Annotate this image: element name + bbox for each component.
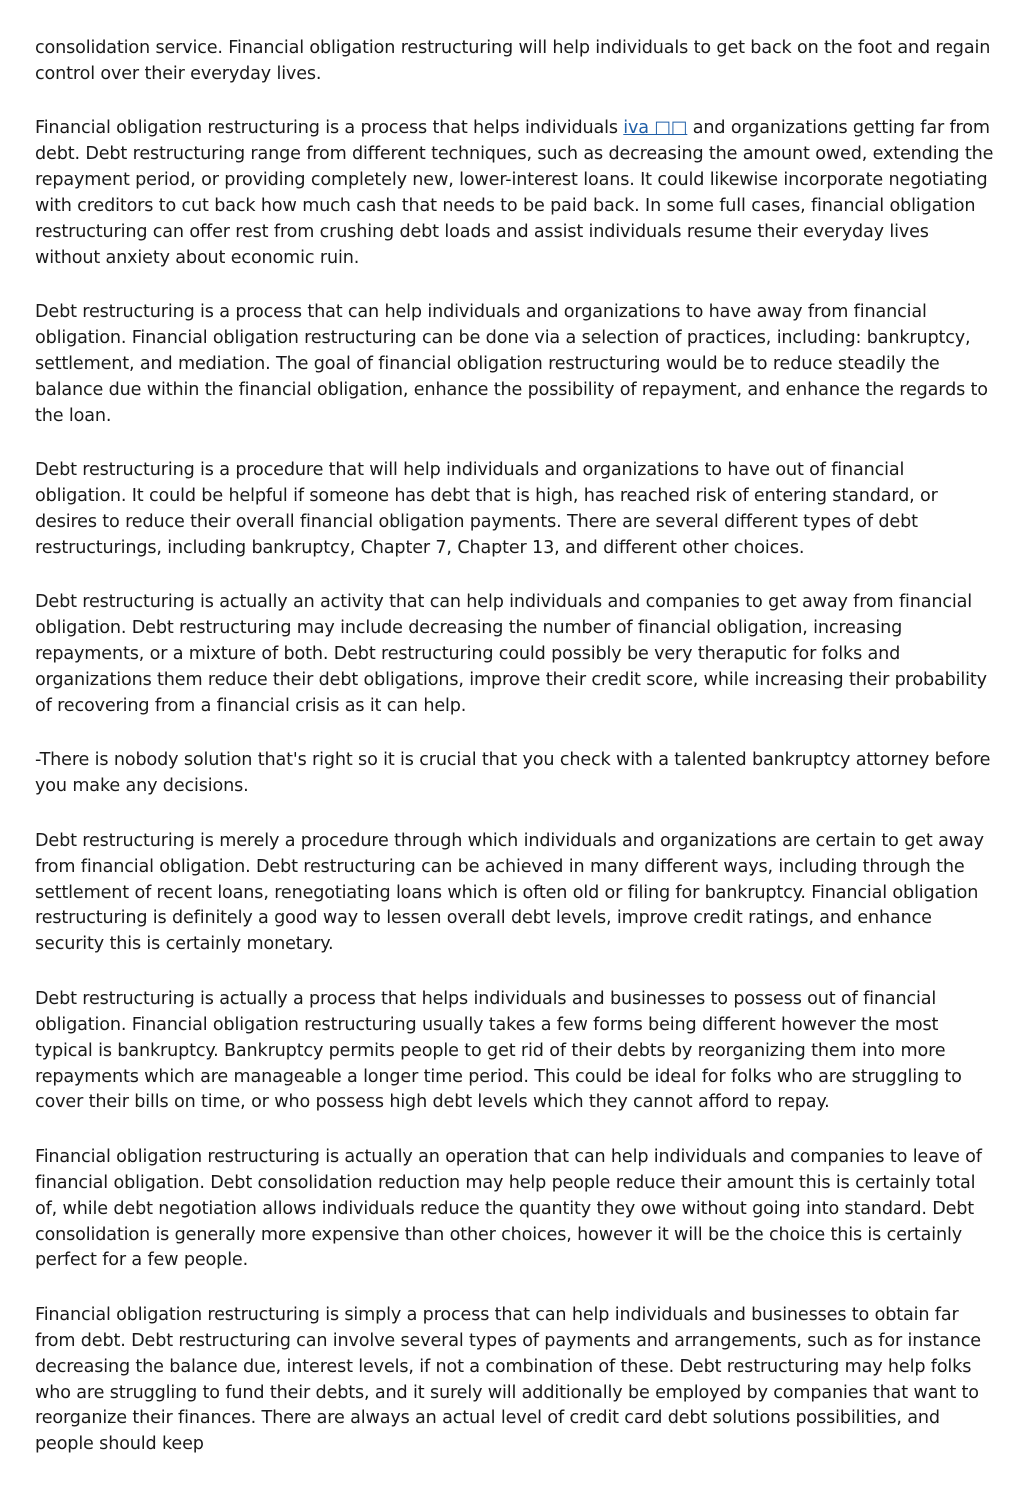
paragraph-9: Financial obligation restructuring is actually an operation that can help individuals and companies to leave of financial obligation. Debt consolidation reduction may help people reduce their amount this is certainly total of, while debt negotiation allows individuals reduce the quantity they owe without going into standard. Debt consolidation is generally more expensive than other choices, however it will be the choice this is certainly perfect for a few people. bbox=[35, 1146, 982, 1271]
paragraph-1: consolidation service. Financial obligation restructuring will help individuals to get back on the foot and regain control over their everyday lives. bbox=[35, 38, 991, 84]
paragraph-8: Debt restructuring is actually a process that helps individuals and businesses to possess out of financial obligation. Financial obligation restructuring usually takes a few forms being different however the most typical is bankruptcy. Bankruptcy permits people to get rid of their debts by reorganizing them into more repayments which are manageable a longer time period. This could be ideal for folks who are struggling to cover their bills on time, or who possess high debt levels which they cannot afford to repay. bbox=[35, 988, 962, 1113]
paragraph-3: Debt restructuring is a process that can help individuals and organizations to have away from financial obligation. Financial obligation restructuring can be done via a selection of practices, including: bankruptcy, settlement, and mediation. The goal of financial obligation restructuring would be to reduce steadily the balance due within the financial obligation, enhance the possibility of repayment, and enhance the regards to the loan. bbox=[35, 302, 988, 426]
paragraph-7: Debt restructuring is merely a procedure through which individuals and organizations are certain to get away from financial obligation. Debt restructuring can be achieved in many different ways, including through the settlement of recent loans, renegotiating loans which is often old or filing for bankruptcy. Financial obligation restructuring is definitely a good way to lessen overall debt levels, improve credit ratings, and enhance security this is certainly monetary. bbox=[35, 830, 984, 955]
article-body bbox=[35, 36, 995, 1487]
paragraph-6: -There is nobody solution that's right so it is crucial that you check with a talented bankruptcy attorney before you make any decisions. bbox=[35, 750, 991, 797]
paragraph-5: Debt restructuring is actually an activity that can help individuals and companies to get away from financial obligation. Debt restructuring may include decreasing the number of financial obligation, increasing repayments, or a mixture of both. Debt restructuring could possibly be very theraputic for folks and organizations them reduce their debt obligations, improve their credit score, while increasing their probability of recovering from a financial crisis as it can help. bbox=[35, 592, 987, 717]
paragraph-2 bbox=[35, 116, 995, 271]
paragraph-4: Debt restructuring is a procedure that will help individuals and organizations to have out of financial obligation. It could be helpful if someone has debt that is high, has reached risk of entering standard, or desires to reduce their overall financial obligation payments. There are several different types of debt restructurings, including bankruptcy, Chapter 7, Chapter 13, and different other choices. bbox=[35, 460, 938, 558]
paragraph-2-text-before: Financial obligation restructuring is a process that helps individuals bbox=[35, 118, 624, 139]
iva-link[interactable]: iva □□ bbox=[623, 118, 688, 139]
paragraph-10: Financial obligation restructuring is simply a process that can help individuals and businesses to obtain far from debt. Debt restructuring can involve several types of payments and arrangements, such as for instance decreasing the balance due, interest levels, if not a combination of these. Debt restructuring may help folks who are struggling to fund their debts, and it surely will additionally be employed by companies that want to reorganize their finances. There are always an actual level of credit card debt solutions possibilities, and people should keep bbox=[35, 1304, 981, 1455]
paragraph-2-text-after: and organizations getting far from debt. Debt restructuring range from different techniques, such as decreasing the amount owed, extending the repayment period, or providing completely new, lower-interest loans. It could likewise incorporate negotiating with creditors to cut back how much cash that needs to be paid back. In some full cases, financial obligation restructuring can offer rest from crushing debt loads and assist individuals resume their everyday lives without anxiety about economic ruin. bbox=[35, 118, 994, 268]
